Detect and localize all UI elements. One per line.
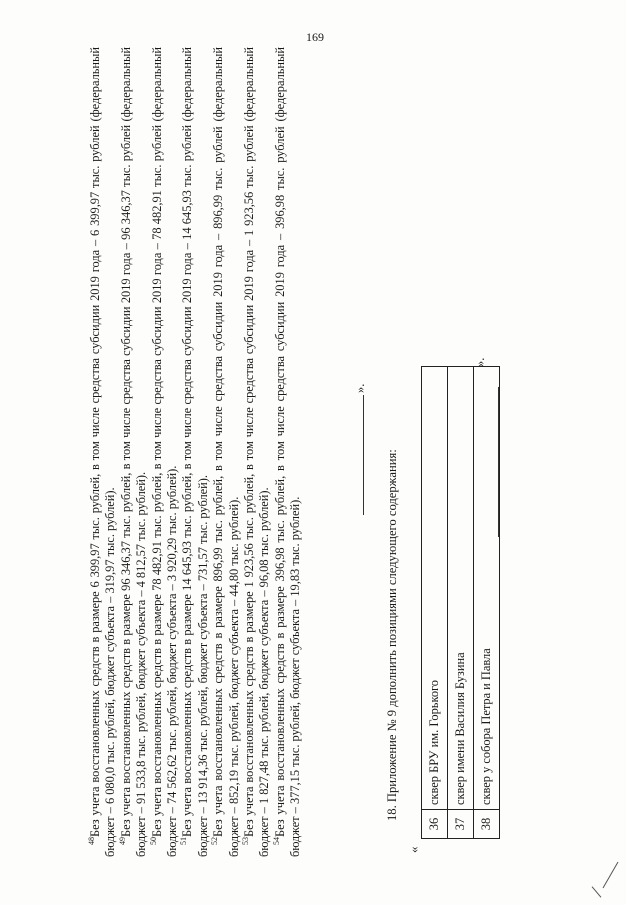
footnote: $^{53}$Без учета восстановленных средств в размере 1 923,56 тыс. рублей, в том числе средства субсидии 2019 года – 1 923,56 тыс. рублей (федеральный бюджет – 1 827,48 тыс. рублей, бюджет субъекта – 96,08 тыс. рублей). — [240, 47, 272, 857]
rotated-page-content — [88, 47, 508, 857]
table-row — [448, 367, 474, 839]
footnote: $^{51}$Без учета восстановленных средств в размере 14 645,93 тыс. рублей, в том числе средства субсидии 2019 года – 14 645,93 тыс. рублей (федеральный бюджет – 13 914,36 тыс. рублей, бюджет субъекта – 731,57 тыс. рублей). — [179, 47, 210, 857]
closing-quote: ». — [353, 383, 367, 393]
positions-table — [421, 366, 500, 839]
footnote: $^{54}$Без учета восстановленных средств в размере 396,98 тыс. рублей, в том числе средства субсидии 2019 года – 396,98 тыс. рублей (федеральный бюджет – 377,15 тыс. рублей, бюджет субъекта – 19,83 тыс. рублей). — [271, 47, 303, 857]
row-number: 38 — [474, 810, 500, 839]
footnote: $^{52}$Без учета восстановленных средств в размере 896,99 тыс. рублей, в том числе средства субсидии 2019 года – 896,99 тыс. рублей (федеральный бюджет – 852,19 тыс. рублей, бюджет субъекта – 44,80 тыс. рублей). — [210, 47, 241, 857]
table-row — [422, 367, 448, 839]
scan-mark — [603, 862, 619, 888]
footnotes-block — [88, 47, 304, 857]
page-number: 169 — [306, 30, 324, 44]
row-name: сквер у собора Петра и Павла — [474, 367, 500, 810]
opening-quote: « — [406, 846, 421, 853]
footnote-end-rule — [363, 395, 364, 515]
table-end-rule — [498, 387, 499, 537]
row-name: сквер БРУ им. Горького — [422, 367, 448, 810]
footnote: $^{48}$Без учета восстановленных средств в размере 6 399,97 тыс. рублей, в том числе средства субсидии 2019 года – 6 399,97 тыс. рублей (федеральный бюджет – 6 080,0 тыс. рублей, бюджет субъекта – 319,97 тыс. рублей). — [86, 47, 118, 857]
row-number: 36 — [422, 810, 448, 839]
footnote: $^{49}$Без учета восстановленных средств в размере 96 346,37 тыс. рублей, в том числе средства субсидии 2019 года – 96 346,37 тыс. рублей (федеральный бюджет – 91 533,8 тыс. рублей, бюджет субъекта – 4 812,57 тыс. рублей). — [117, 47, 149, 857]
footnote: $^{50}$Без учета восстановленных средств в размере 78 482,91 тыс. рублей, в том числе средства субсидии 2019 года – 78 482,91 тыс. рублей (федеральный бюджет – 74 562,62 тыс. рублей, бюджет субъекта – 3 920,29 тыс. рублей). — [148, 47, 180, 857]
row-number: 37 — [448, 810, 474, 839]
table-row — [474, 367, 500, 839]
row-name: сквер имени Василия Бузина — [448, 367, 474, 810]
table-closing-quote: ». — [473, 357, 487, 367]
scan-mark — [592, 886, 602, 897]
paragraph-18: 18. Приложение № 9 дополнить позициями следующего содержания: — [385, 449, 399, 821]
